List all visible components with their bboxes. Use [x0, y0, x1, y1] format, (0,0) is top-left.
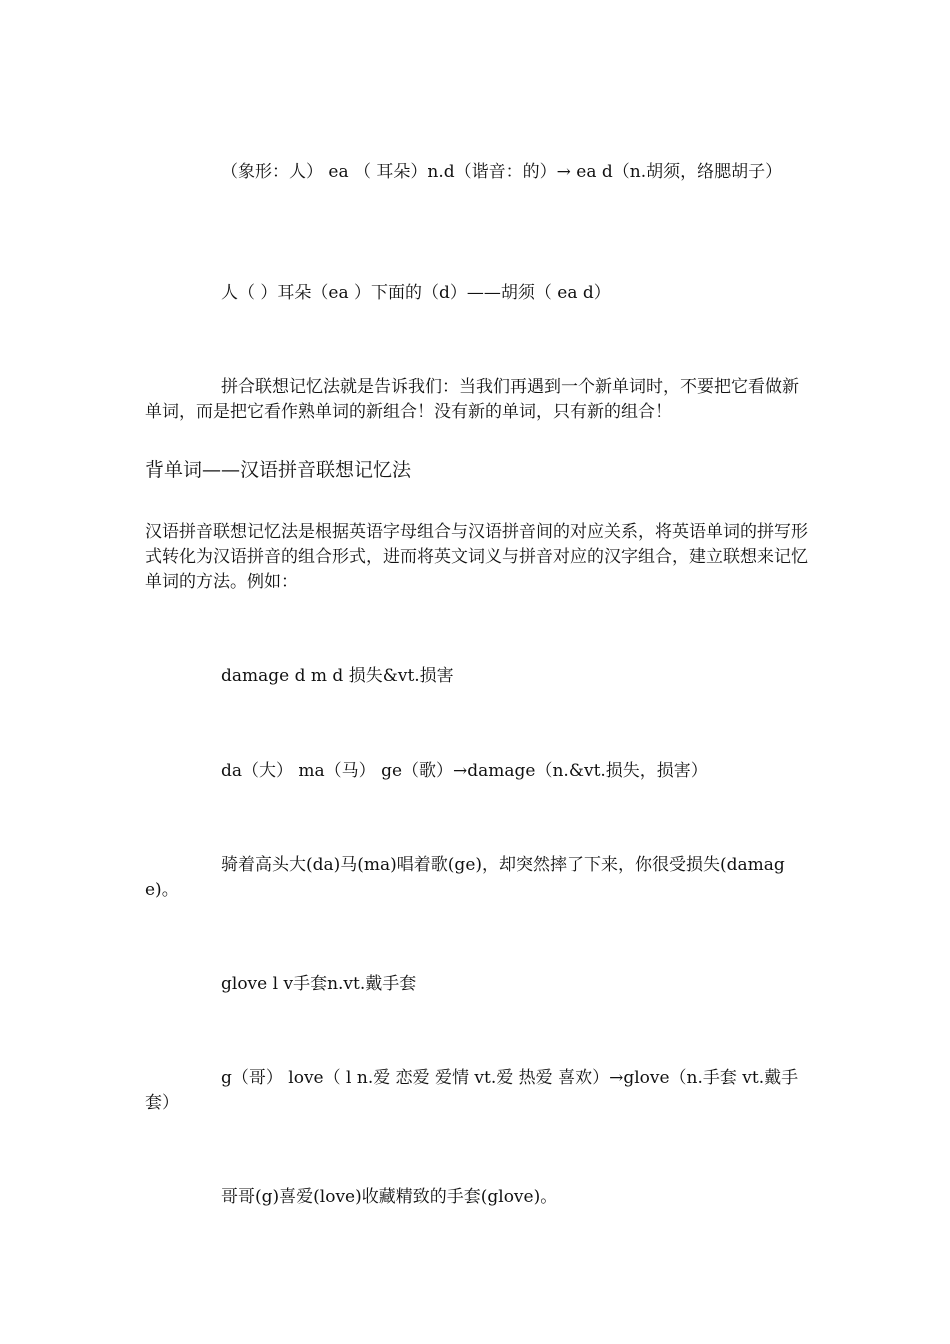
- paragraph-combination-summary: 拼合联想记忆法就是告诉我们：当我们再遇到一个新单词时，不要把它看做新单词，而是把它看作熟单词的新组合！没有新的单词，只有新的组合！: [145, 377, 799, 422]
- story-damage: 骑着高头大(da)马(ma)唱着歌(ge)，却突然摔了下来，你很受损失(damage)。: [145, 855, 785, 900]
- word-entry-damage: damage d m d 损失&vt.损害: [221, 666, 454, 686]
- story-glove: 哥哥(g)喜爱(love)收藏精致的手套(glove)。: [221, 1187, 558, 1207]
- word-entry-glove: glove l v手套n.vt.戴手套: [221, 974, 417, 994]
- paragraph-beard-association: 人（ ）耳朵（ea ）下面的（d）——胡须（ ea d）: [221, 283, 611, 303]
- paragraph-pinyin-method: 汉语拼音联想记忆法是根据英语字母组合与汉语拼音间的对应关系，将英语单词的拼写形式转化为汉语拼音的组合形式，进而将英文词义与拼音对应的汉字组合，建立联想来记忆单词的方法。例如：: [145, 522, 808, 592]
- word-breakdown-damage: da（大） ma（马） ge（歌）→damage（n.&vt.损失，损害）: [221, 761, 708, 781]
- section-heading: 背单词——汉语拼音联想记忆法: [145, 459, 412, 481]
- word-breakdown-glove: g（哥） love（ l n.爱 恋爱 爱情 vt.爱 热爱 喜欢）→glove（n.手套 vt.戴手套）: [145, 1068, 799, 1113]
- paragraph-beard-mnemonic: （象形：人） ea （ 耳朵）n.d（谐音：的）→ ea d（n.胡须，络腮胡子）: [221, 162, 783, 182]
